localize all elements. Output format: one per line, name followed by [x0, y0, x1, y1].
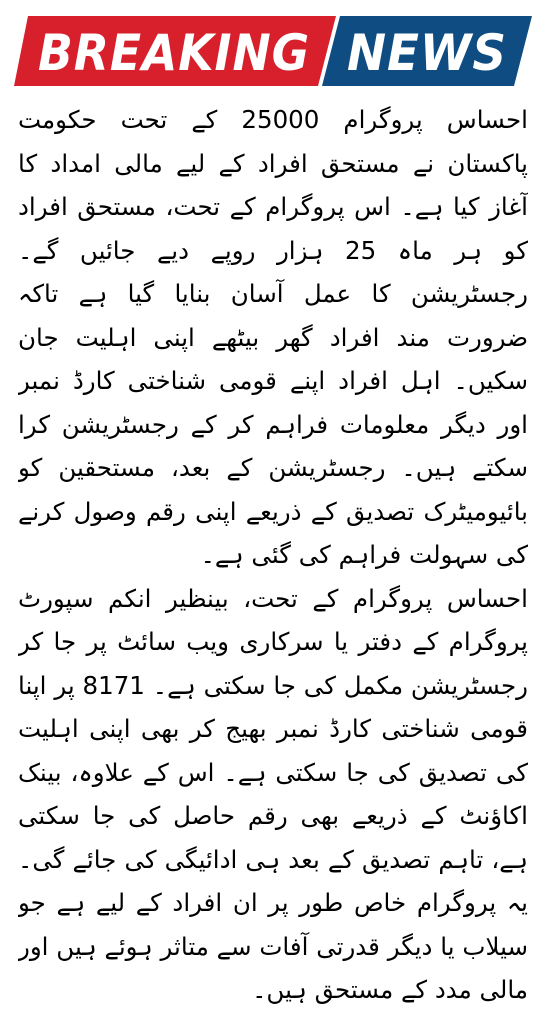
article-paragraph-2: احساس پروگرام کے تحت، بینظیر انکم سپورٹ پروگرام کے دفتر یا سرکاری ویب سائٹ پر جا کر رجسٹریشن مکمل کی جا سکتی ہے۔ 8171 پر اپنا قومی شناختی کارڈ نمبر بھیج کر بھی اپنی اہلیت کی تصدیق کی جا سکتی ہے۔ اس کے علاوہ، بینک اکاؤنٹ کے ذریعے بھی رقم حاصل کی جا سکتی ہے، تاہم تصدیق کے بعد ہی ادائیگی کی جائے گی۔ یہ پروگرام خاص طور پر ان افراد کے لیے ہے جو سیلاب یا دیگر قدرتی آفات سے متاثر ہوئے ہیں اور مالی مدد کے مستحق ہیں۔	[18, 583, 528, 1004]
breaking-news-banner	[14, 12, 532, 90]
banner-word-news: NEWS	[347, 24, 507, 82]
breaking-news-graphic	[14, 12, 532, 90]
article-paragraph-1: احساس پروگرام 25000 کے تحت حکومت پاکستان نے مستحق افراد کے لیے مالی امداد کا آغاز کیا ہے۔ اس پروگرام کے تحت، مستحق افراد کو ہر ماہ 25 ہزار روپے دیے جائیں گے۔ رجسٹریشن کا عمل آسان بنایا گیا ہے تاکہ ضرورت مند افراد گھر بیٹھے اپنی اہلیت جان سکیں۔ اہل افراد اپنے قومی شناختی کارڈ نمبر اور دیگر معلومات فراہم کر کے رجسٹریشن کرا سکتے ہیں۔ رجسٹریشن کے بعد، مستحقین کو بائیومیٹرک تصدیق کے ذریعے اپنی رقم وصول کرنے کی سہولت فراہم کی گئی ہے۔	[18, 105, 528, 569]
article-body	[18, 98, 528, 1010]
banner-word-breaking: BREAKING	[38, 24, 310, 82]
